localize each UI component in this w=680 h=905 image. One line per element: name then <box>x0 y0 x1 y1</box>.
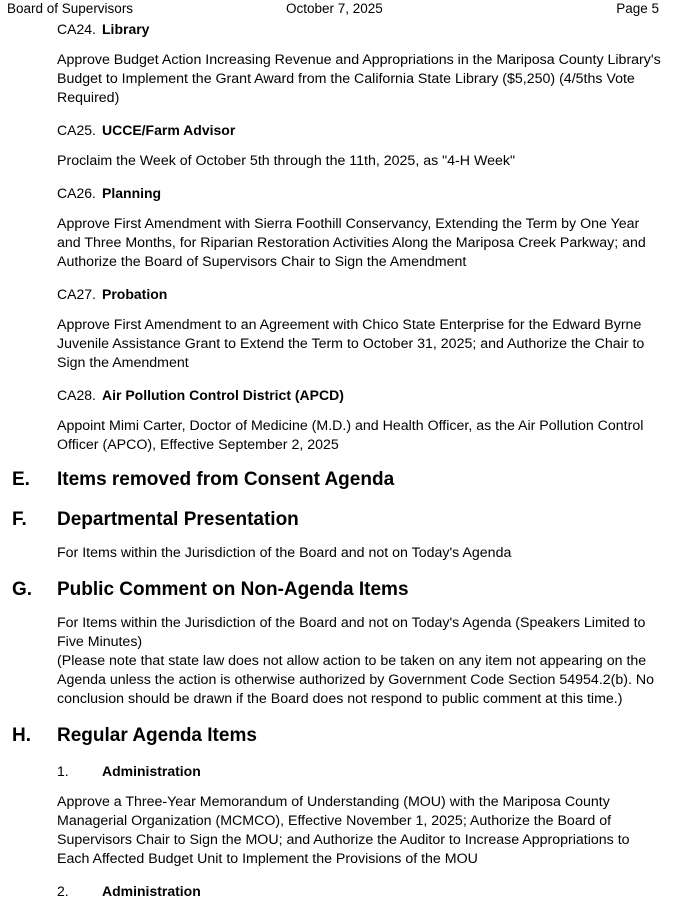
consent-item-title: Air Pollution Control District (APCD) <box>102 387 344 403</box>
header-page-number: Page 5 <box>616 1 659 16</box>
section-e-heading <box>12 469 394 491</box>
consent-item-title: Probation <box>102 286 168 302</box>
consent-item-ca27-body: Approve First Amendment to an Agreement with Chico State Enterprise for the Edward Byrne Juvenile Assistance Grant to Extend the Term to October 31, 2025; and Authorize the Chair to Sign the Amendment <box>57 317 645 371</box>
section-letter: H. <box>12 725 31 746</box>
section-title: Public Comment on Non-Agenda Items <box>57 579 409 600</box>
section-g-heading <box>12 579 409 601</box>
section-letter: E. <box>12 469 30 490</box>
consent-item-ca25-body: Proclaim the Week of October 5th through the 11th, 2025, as "4-H Week" <box>57 153 516 169</box>
header-date: October 7, 2025 <box>286 1 383 16</box>
consent-item-title: Planning <box>102 185 162 201</box>
section-title: Departmental Presentation <box>57 509 299 530</box>
consent-item-ca26-heading <box>57 185 161 201</box>
consent-item-ca24-heading <box>57 21 149 37</box>
section-letter: G. <box>12 579 33 600</box>
header-board-name: Board of Supervisors <box>7 1 134 16</box>
consent-item-ca28-heading <box>57 387 344 403</box>
regular-item-number: 2. <box>57 883 69 899</box>
section-letter: F. <box>12 509 27 530</box>
consent-item-ca28-body: Appoint Mimi Carter, Doctor of Medicine (M.D.) and Health Officer, as the Air Pollution Control Officer (APCO), Effective September 2, 2025 <box>57 418 644 453</box>
consent-item-ca27-heading <box>57 286 167 302</box>
section-f-body: For Items within the Jurisdiction of the Board and not on Today's Agenda <box>57 545 512 561</box>
section-g-body: For Items within the Jurisdiction of the Board and not on Today's Agenda (Speakers Limited to Five Minutes) <box>57 615 646 650</box>
consent-item-number: CA27. <box>57 286 96 302</box>
consent-item-number: CA28. <box>57 387 96 403</box>
regular-item-2-heading <box>57 883 201 899</box>
section-f-heading <box>12 509 299 531</box>
regular-item-1-body: Approve a Three-Year Memorandum of Understanding (MOU) with the Mariposa County Managerial Organization (MCMCO), Effective November 1, 2025; Authorize the Board of Supervisors Chair to Sign the MOU; and Authorize the Auditor to Increase Appropriations to Each Affected Budget Unit to Implement the Provisions of the MOU <box>57 794 630 867</box>
consent-item-ca25-heading <box>57 122 235 138</box>
regular-item-title: Administration <box>102 883 201 899</box>
consent-item-ca24-body: Approve Budget Action Increasing Revenue and Appropriations in the Mariposa County Library's Budget to Implement the Grant Award from the California State Library ($5,250) (4/5ths Vote Required) <box>57 52 661 106</box>
consent-item-number: CA26. <box>57 185 96 201</box>
section-g-note: (Please note that state law does not allow action to be taken on any item not appearing on the Agenda unless the action is otherwise authorized by Government Code Section 54954.2(b). No conclusion should be drawn if the Board does not respond to public comment at this time.) <box>57 653 655 707</box>
consent-item-number: CA24. <box>57 21 96 37</box>
consent-item-title: UCCE/Farm Advisor <box>102 122 236 138</box>
regular-item-number: 1. <box>57 763 69 779</box>
consent-item-title: Library <box>102 21 150 37</box>
regular-item-title: Administration <box>102 763 201 779</box>
regular-item-1-heading <box>57 763 201 779</box>
section-h-heading <box>12 725 257 747</box>
consent-item-number: CA25. <box>57 122 96 138</box>
consent-item-ca26-body: Approve First Amendment with Sierra Foothill Conservancy, Extending the Term by One Year and Three Months, for Riparian Restoration Activities Along the Mariposa Creek Parkway; and Authorize the Board of Supervisors Chair to Sign the Amendment <box>57 216 646 270</box>
section-title: Items removed from Consent Agenda <box>57 469 395 490</box>
section-title: Regular Agenda Items <box>57 725 257 746</box>
